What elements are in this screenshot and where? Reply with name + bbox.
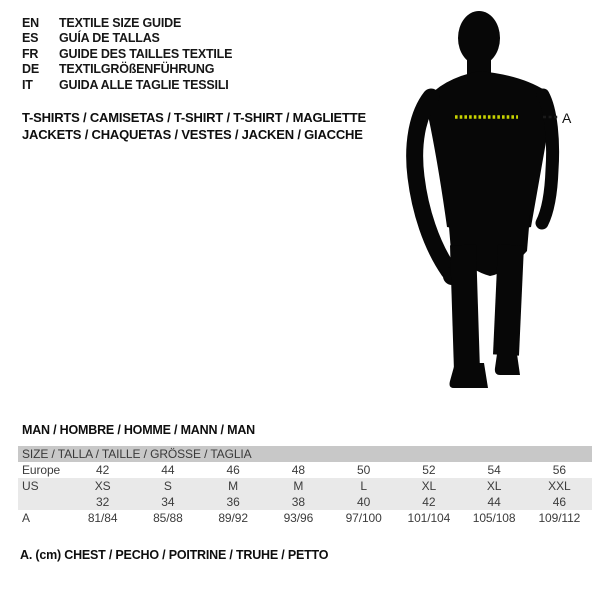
size-table-row (18, 494, 592, 510)
size-value-cell: 42 (422, 495, 436, 509)
measurement-footnote: A. (cm) CHEST / PECHO / POITRINE / TRUHE / PETTO (20, 548, 329, 562)
category-list (22, 109, 366, 143)
figure-right-arm (542, 95, 553, 223)
language-code: IT (22, 77, 33, 92)
size-table-body (18, 462, 592, 526)
size-value-cell: XL (486, 479, 502, 493)
size-value-cell: 52 (422, 463, 436, 477)
category-line-tshirts: T-SHIRTS / CAMISETAS / T-SHIRT / T-SHIRT / MAGLIETTE (22, 110, 366, 125)
category-line-jackets: JACKETS / CHAQUETAS / VESTES / JACKEN / GIACCHE (22, 127, 363, 142)
man-silhouette-figure (403, 5, 578, 390)
size-table-row (18, 462, 592, 478)
size-value-cell: XS (94, 479, 111, 493)
man-silhouette (415, 11, 553, 388)
size-value-cell: 56 (552, 463, 566, 477)
language-row (22, 62, 232, 78)
language-code: ES (22, 31, 39, 46)
language-label: TEXTILGRÖßENFÜHRUNG (59, 62, 215, 77)
size-value-cell: 42 (96, 463, 110, 477)
figure-left-leg (463, 245, 467, 371)
size-value-cell: 50 (357, 463, 371, 477)
size-value-cell: L (360, 479, 367, 493)
language-row (22, 31, 232, 47)
size-value-cell: 93/96 (283, 511, 314, 525)
language-code: FR (22, 46, 39, 61)
size-value-cell: 46 (226, 463, 240, 477)
language-code: DE (22, 62, 39, 77)
language-label: GUÍA DE TALLAS (59, 31, 160, 46)
size-value-cell: 105/108 (472, 511, 516, 525)
size-value-cell: 34 (161, 495, 175, 509)
size-value-cell: M (293, 479, 304, 493)
figure-left-foot (450, 363, 489, 388)
size-value-cell: 38 (291, 495, 305, 509)
size-row-label: US (22, 479, 39, 493)
size-value-cell: 89/92 (218, 511, 248, 525)
size-row-label: Europe (22, 463, 61, 477)
language-label: TEXTILE SIZE GUIDE (59, 15, 182, 30)
size-value-cell: XL (421, 479, 437, 493)
size-value-cell: M (228, 479, 239, 493)
language-row (22, 15, 232, 31)
section-heading-man: MAN / HOMBRE / HOMME / MANN / MAN (22, 423, 255, 437)
language-row (22, 77, 232, 93)
size-value-cell: 46 (552, 495, 566, 509)
language-row (22, 46, 232, 62)
language-list (22, 15, 232, 93)
size-value-cell: S (163, 479, 172, 493)
figure-right-foot (495, 347, 520, 375)
size-value-cell: 54 (487, 463, 501, 477)
language-code: EN (22, 15, 39, 30)
size-value-cell: 85/88 (153, 511, 183, 525)
size-value-cell: 36 (226, 495, 240, 509)
size-value-cell: 32 (96, 495, 110, 509)
size-value-cell: 48 (291, 463, 305, 477)
size-value-cell: 44 (161, 463, 175, 477)
language-label: GUIDA ALLE TAGLIE TESSILI (59, 77, 229, 92)
size-value-cell: 40 (357, 495, 371, 509)
size-value-cell: 101/104 (407, 511, 451, 525)
language-label: GUIDE DES TAILLES TEXTILE (59, 46, 233, 61)
size-table-row (18, 478, 592, 494)
size-value-cell: 44 (487, 495, 501, 509)
chest-measure-label: A (562, 110, 572, 126)
size-value-cell: 109/112 (538, 511, 581, 525)
size-row-label: A (22, 511, 30, 525)
size-value-cell: XXL (548, 479, 571, 493)
figure-right-leg (506, 245, 511, 355)
size-table-header: SIZE / TALLA / TAILLE / GRÖSSE / TAGLIA (18, 446, 592, 462)
size-value-cell: 81/84 (87, 511, 118, 525)
size-table (18, 446, 592, 526)
size-table-row (18, 510, 592, 526)
size-value-cell: 97/100 (345, 511, 382, 525)
